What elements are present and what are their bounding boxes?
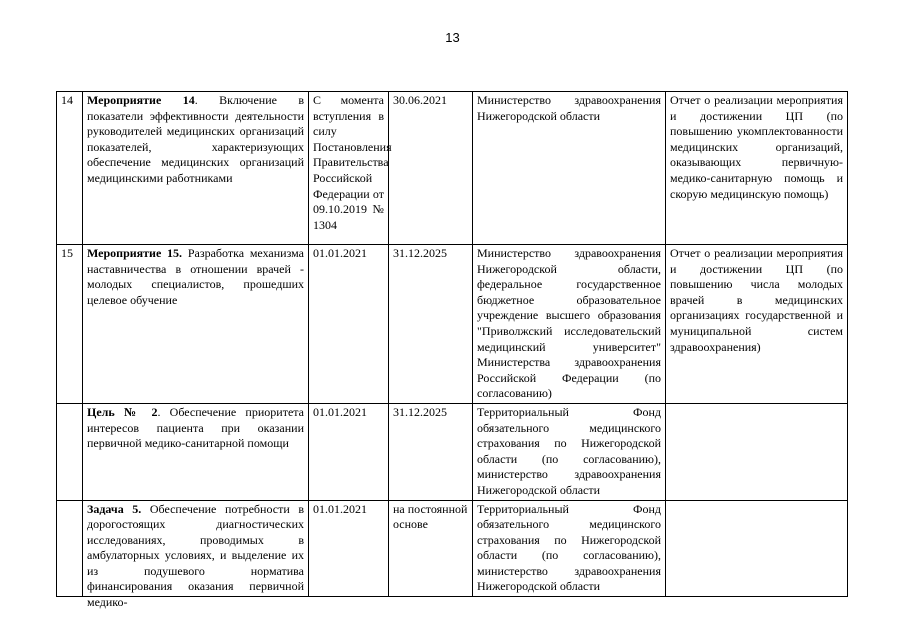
- table-row: [57, 403, 848, 500]
- expected-result: Отчет о реализации мероприятия и достижении ЦП (по повышению числа молодых врачей в медицинских организациях государственной и муниципальной систем здравоохранения): [666, 245, 848, 404]
- goal-title: Цель № 2: [87, 404, 158, 419]
- end-date: на постоянной основе: [389, 500, 473, 597]
- start-date: 01.01.2021: [309, 500, 389, 597]
- end-date: 30.06.2021: [389, 92, 473, 245]
- expected-result: [666, 500, 848, 597]
- start-date: 01.01.2021: [309, 403, 389, 500]
- end-date: 31.12.2025: [389, 403, 473, 500]
- activities-table: [56, 91, 848, 610]
- table-row: [57, 92, 848, 245]
- row-number: 14: [57, 92, 83, 245]
- activity-title: Мероприятие 15.: [87, 246, 183, 260]
- activity-title: Мероприятие 14: [87, 93, 195, 107]
- goal-name: [83, 403, 309, 500]
- executor: Министерство здравоохранения Нижегородской области: [473, 92, 666, 245]
- executor: Территориальный Фонд обязательного медицинского страхования по Нижегородской области (по согласованию), министерство здравоохранения Нижегородской области: [473, 500, 666, 597]
- activity-name: [83, 92, 309, 245]
- task-title: Задача 5.: [87, 501, 142, 516]
- executor: Министерство здравоохранения Нижегородской области, федеральное государственное бюджетное образовательное учреждение высшего образования "Приволжский исследовательский медицинский университет" Министерства здравоохранения Российской Федерации (по согласованию): [473, 245, 666, 404]
- task-name: [83, 500, 309, 610]
- start-date: 01.01.2021: [309, 245, 389, 404]
- activity-name: [83, 245, 309, 404]
- table-row: [57, 500, 848, 597]
- activity-description: Разработка механизма наставничества в отношении врачей - молодых специалистов, прошедших целевое обучение: [87, 246, 304, 307]
- end-date: 31.12.2025: [389, 245, 473, 404]
- expected-result: [666, 403, 848, 500]
- goal-description: . Обеспечение приоритета интересов пациента при оказании первичной медико-санитарной помощи: [87, 404, 304, 451]
- activity-description: . Включение в показатели эффективности деятельности руководителей медицинских организаций показателей, характеризующих обеспечение медицинских организаций медицинскими работниками: [87, 93, 304, 185]
- row-number: [57, 403, 83, 500]
- row-number: 15: [57, 245, 83, 404]
- expected-result: Отчет о реализации мероприятия и достижении ЦП (по повышению укомплектованности медицинских организаций, оказывающих первичную-медико-санитарную помощь и скорую медицинскую помощь): [666, 92, 848, 245]
- executor: Территориальный Фонд обязательного медицинского страхования по Нижегородской области (по согласованию), министерство здравоохранения Нижегородской области: [473, 403, 666, 500]
- start-date: С момента вступления в силу Постановления Правительства Российской Федерации от 09.10.2019 № 1304: [309, 92, 389, 245]
- task-description: Обеспечение потребности в дорогостоящих диагностических исследованиях, проводимых в амбулаторных условиях, и выделение их из подушевого норматива финансирования оказания первичной медико-: [87, 501, 304, 610]
- row-number: [57, 500, 83, 597]
- page-number: 13: [445, 30, 460, 45]
- table-row: [57, 245, 848, 404]
